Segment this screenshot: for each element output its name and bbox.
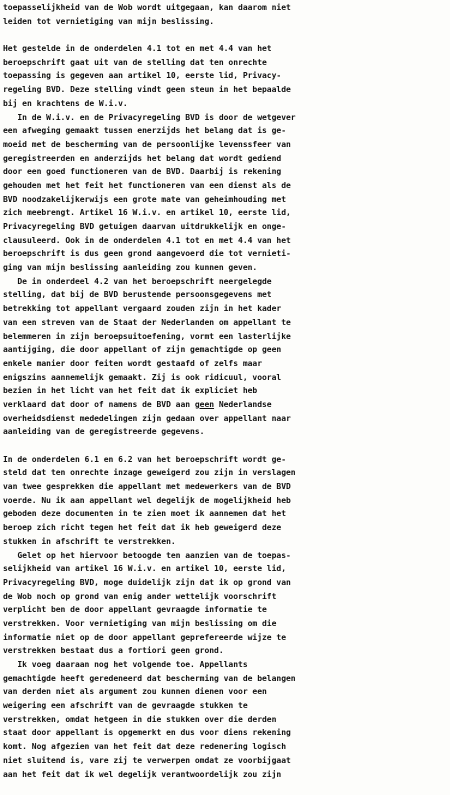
- text-line: De in onderdeel 4.2 van het beroepschrift neergelegde: [3, 276, 272, 286]
- text-line: In de onderdelen 6.1 en 6.2 van het beroepschrift wordt ge-: [3, 454, 286, 464]
- text-line: leiden tot vernietiging van mijn beslissing.: [3, 16, 215, 26]
- text-segment: verklaard dat door of namens de BVD aan: [3, 399, 195, 409]
- text-line: steld dat ten onrechte inzage geweigerd zou zijn in verslagen: [3, 468, 296, 478]
- text-line: verstrekken. Voor vernietiging van mijn beslissing om die: [3, 618, 277, 628]
- text-line: komt. Nog afgezien van het feit dat deze redenering logisch: [3, 742, 286, 752]
- text-line: niet sluitend is, vare zij te verwerpen omdat ze voorbijgaat: [3, 755, 291, 765]
- text-line: zich meebrengt. Artikel 16 W.i.v. en artikel 10, eerste lid,: [3, 208, 291, 218]
- text-line: Gelet op het hiervoor betoogde ten aanzien van de toepas-: [3, 550, 291, 560]
- text-line: [3, 398, 449, 412]
- text-line: overheidsdienst mededelingen zijn gedaan over appellant naar: [3, 413, 291, 423]
- text-line: stelling, dat bij de BVD berustende persoonsgegevens met: [3, 290, 272, 300]
- text-line: verstrekken bestaat dus a fortiori geen grond.: [3, 646, 224, 656]
- text-line: moeid met de bescherming van de persoonlijke levenssfeer van: [3, 139, 291, 149]
- text-line: ging van mijn beslissing aanleiding zou kunnen geven.: [3, 263, 258, 273]
- text-line: aanleiding van de geregistreerde gegevens.: [3, 427, 205, 437]
- text-line: enkele manier door feiten wordt gestaafd of zelfs maar: [3, 358, 263, 368]
- text-line: beroep zich richt tegen het feit dat ik heb geweigerd deze: [3, 523, 282, 533]
- text-line: toepasselijkheid van de Wob wordt uitgegaan, kan daarom niet: [3, 3, 291, 12]
- text-line: aantijging, die door appellant of zijn gemachtigde op geen: [3, 345, 282, 355]
- text-line: van derden niet als argument zou kunnen dienen voor een: [3, 687, 267, 697]
- text-line: gemachtigde heeft geredeneerd dat bescherming van de belangen: [3, 673, 296, 683]
- text-line: geboden deze documenten in te zien moet ik aannemen dat het: [3, 509, 286, 519]
- text-line: verstrekken, omdat hetgeen in die stukken over die derden: [3, 714, 277, 724]
- text-line: door een goed functioneren van de BVD. Daarbij is rekening: [3, 167, 282, 177]
- text-line: toepassing is gegeven aan artikel 10, eerste lid, Privacy-: [3, 71, 282, 81]
- paragraph-gap: [3, 439, 449, 453]
- text-line: In de W.i.v. en de Privacyregeling BVD is door de wetgever: [3, 112, 296, 122]
- text-line: beroepschrift gaat uit van de stelling dat ten onrechte: [3, 57, 267, 67]
- text-line: weigering een afschrift van de gevraagde stukken te: [3, 701, 248, 711]
- text-line: bezien in het licht van het feit dat ik expliciet heb: [3, 386, 258, 396]
- text-line: regeling BVD. Deze stelling vindt geen steun in het bepaalde: [3, 85, 291, 95]
- text-line: betrekking tot appellant vergaard zouden zijn in het kader: [3, 304, 282, 314]
- text-line: geregistreerden en anderzijds het belang dat wordt gediend: [3, 153, 282, 163]
- text-line: selijkheid van artikel 16 W.i.v. en artikel 10, eerste lid,: [3, 564, 286, 574]
- text-line: clausuleerd. Ook in de onderdelen 4.1 tot en met 4.4 van het: [3, 235, 291, 245]
- text-line: Het gestelde in de onderdelen 4.1 tot en met 4.4 van het: [3, 44, 272, 54]
- text-line: informatie niet op de door appellant geprefereerde wijze te: [3, 632, 286, 642]
- text-line: gehouden met het feit het functioneren van een dienst als de: [3, 180, 291, 190]
- text-line: van twee gesprekken die appellant met medewerkers van de BVD: [3, 482, 291, 492]
- text-line: Privacyregeling BVD getuigen daarvan uitdrukkelijk en onge-: [3, 222, 286, 231]
- text-line: voerde. Nu ik aan appellant wel degelijk de mogelijkheid heb: [3, 495, 291, 505]
- text-line: beroepschrift is dus geen grond aangevoerd die tot vernieti-: [3, 249, 291, 259]
- text-line: van een streven van de Staat der Nederlanden om appellant te: [3, 317, 291, 327]
- text-line: Privacyregeling BVD, moge duidelijk zijn dat ik op grond van: [3, 577, 291, 587]
- text-line: belemmeren in zijn beroepsuitoefening, vormt een lasterlijke: [3, 331, 291, 341]
- text-line: een afweging gemaakt tussen enerzijds het belang dat is ge-: [3, 126, 286, 136]
- text-segment: Nederlandse: [214, 399, 272, 409]
- paragraph-gap: [3, 28, 449, 42]
- text-line: BVD noodzakelijkerwijs een grote mate van geheimhouding met: [3, 194, 286, 204]
- text-line: de Wob noch op grond van enig ander wettelijk voorschrift: [3, 591, 277, 601]
- text-line: staat door appellant is opgemerkt en dus voor diens rekening: [3, 728, 291, 738]
- text-line: Ik voeg daaraan nog het volgende toe. Appellants: [3, 660, 248, 669]
- document-body: [3, 1, 449, 781]
- text-line: stukken in afschrift te verstrekken.: [3, 536, 176, 546]
- underlined-word: geen: [194, 399, 215, 409]
- text-line: enigszins aannemelijk gemaakt. Zij is ook ridicuul, vooral: [3, 372, 282, 382]
- text-line: aan het feit dat ik wel degelijk verantwoordelijk zou zijn: [3, 769, 282, 779]
- text-line: verplicht ben de door appellant gevraagde informatie te: [3, 605, 267, 615]
- text-line: bij en krachtens de W.i.v.: [3, 98, 128, 108]
